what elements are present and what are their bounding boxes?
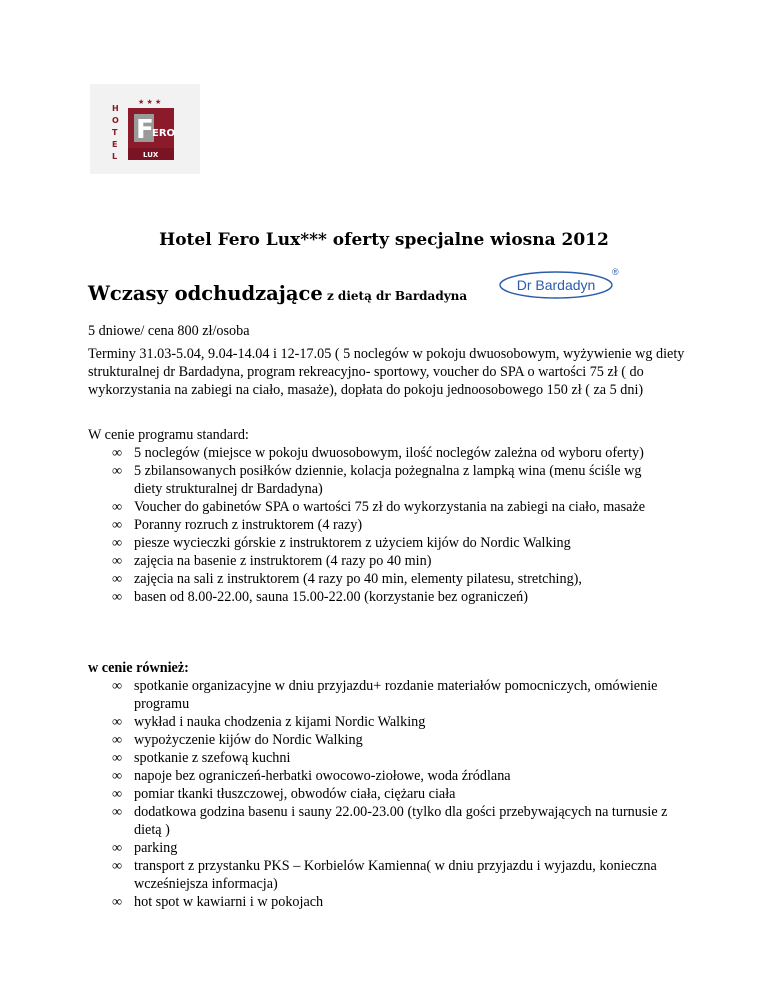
list-item: ∞ 5 zbilansowanych posiłków dziennie, kolacja pożegnalna z lampką wina (menu ściśle wg diety strukturalnej dr Bardadyna) xyxy=(112,463,642,497)
list-item: ∞ zajęcia na basenie z instruktorem (4 razy po 40 min) xyxy=(112,553,432,569)
infinity-bullet-icon: ∞ xyxy=(112,535,123,551)
logo-sub-text: LUX xyxy=(143,151,159,159)
infinity-bullet-icon: ∞ xyxy=(112,858,123,874)
list-item: ∞ hot spot w kawiarni i w pokojach xyxy=(112,894,324,910)
also-included-heading: w cenie również: xyxy=(88,660,189,676)
list-item: ∞ wykład i nauka chodzenia z kijami Nordic Walking xyxy=(112,714,426,730)
list-item: ∞ Voucher do gabinetów SPA o wartości 75 zł do wykorzystania na zabiegi na ciało, masaże xyxy=(112,499,646,515)
list-item: ∞ parking xyxy=(112,840,178,856)
infinity-bullet-icon: ∞ xyxy=(112,768,123,784)
infinity-bullet-icon: ∞ xyxy=(112,678,123,694)
list-item: ∞ pomiar tkanki tłuszczowej, obwodów ciała, ciężaru ciała xyxy=(112,786,456,802)
also-included-list xyxy=(112,677,672,911)
offer-heading-sub: z dietą dr Bardadyna xyxy=(322,289,468,303)
price-line: 5 dniowe/ cena 800 zł/osoba xyxy=(88,323,250,339)
logo-letter-h: H xyxy=(112,104,119,113)
logo-letter-o: O xyxy=(112,116,119,125)
standard-list xyxy=(112,444,672,606)
list-item: ∞ zajęcia na sali z instruktorem (4 razy po 40 min, elementy pilatesu, stretching), xyxy=(112,571,582,587)
list-item: ∞ spotkanie z szefową kuchni xyxy=(112,750,291,766)
list-item: ∞ basen od 8.00-22.00, sauna 15.00-22.00 (korzystanie bez ograniczeń) xyxy=(112,589,528,605)
infinity-bullet-icon: ∞ xyxy=(112,445,123,461)
infinity-bullet-icon: ∞ xyxy=(112,571,123,587)
infinity-bullet-icon: ∞ xyxy=(112,804,123,820)
logo-initial: F xyxy=(136,115,154,145)
list-item: ∞ napoje bez ograniczeń-herbatki owocowo-ziołowe, woda źródlana xyxy=(112,768,511,784)
logo-brand-text: ERO xyxy=(152,128,176,139)
badge-text: Dr Bardadyn xyxy=(516,277,596,293)
list-item: ∞ Poranny rozruch z instruktorem (4 razy) xyxy=(112,517,363,533)
logo-stars: ★ ★ ★ xyxy=(138,98,162,106)
infinity-bullet-icon: ∞ xyxy=(112,750,123,766)
dr-bardadyn-badge xyxy=(494,267,624,299)
list-item: ∞ transport z przystanku PKS – Korbielów Kamienna( w dniu przyjazdu i wyjazdu, konieczna wcześniejsza informacja) xyxy=(112,858,657,892)
infinity-bullet-icon: ∞ xyxy=(112,732,123,748)
list-item: ∞ 5 noclegów (miejsce w pokoju dwuosobowym, ilość noclegów zależna od wyboru oferty) xyxy=(112,445,644,461)
infinity-bullet-icon: ∞ xyxy=(112,553,123,569)
hotel-logo xyxy=(90,84,200,174)
infinity-bullet-icon: ∞ xyxy=(112,894,123,910)
infinity-bullet-icon: ∞ xyxy=(112,589,123,605)
infinity-bullet-icon: ∞ xyxy=(112,463,123,479)
infinity-bullet-icon: ∞ xyxy=(112,714,123,730)
terms-paragraph: Terminy 31.03-5.04, 9.04-14.04 i 12-17.05 ( 5 noclegów w pokoju dwuosobowym, wyżywienie wg diety strukturalnej dr Bardadyna, program rekreacyjno- sportowy, voucher do SPA o wartości 75 zł ( do wykorzystania na zabiegi na ciało, masaże), dopłata do pokoju jednoosobowego 150 zł ( za 5 dni) xyxy=(88,346,685,398)
infinity-bullet-icon: ∞ xyxy=(112,840,123,856)
infinity-bullet-icon: ∞ xyxy=(112,499,123,515)
logo-letter-e: E xyxy=(112,140,118,149)
list-item: ∞ spotkanie organizacyjne w dniu przyjazdu+ rozdanie materiałów pomocniczych, omówienie programu xyxy=(112,678,658,712)
registered-mark: ® xyxy=(612,267,619,277)
list-item: ∞ wypożyczenie kijów do Nordic Walking xyxy=(112,732,363,748)
list-item: ∞ piesze wycieczki górskie z instruktorem z użyciem kijów do Nordic Walking xyxy=(112,535,571,551)
infinity-bullet-icon: ∞ xyxy=(112,786,123,802)
offer-heading xyxy=(88,264,648,304)
page-title: Hotel Fero Lux*** oferty specjalne wiosna 2012 xyxy=(159,230,609,250)
logo-letter-t: T xyxy=(112,128,118,137)
infinity-bullet-icon: ∞ xyxy=(112,517,123,533)
logo-letter-l: L xyxy=(112,152,118,161)
standard-heading: W cenie programu standard: xyxy=(88,427,249,443)
offer-heading-main: Wczasy odchudzające xyxy=(88,282,323,305)
list-item: ∞ dodatkowa godzina basenu i sauny 22.00-23.00 (tylko dla gości przebywających na turnusie z dietą ) xyxy=(112,804,668,838)
